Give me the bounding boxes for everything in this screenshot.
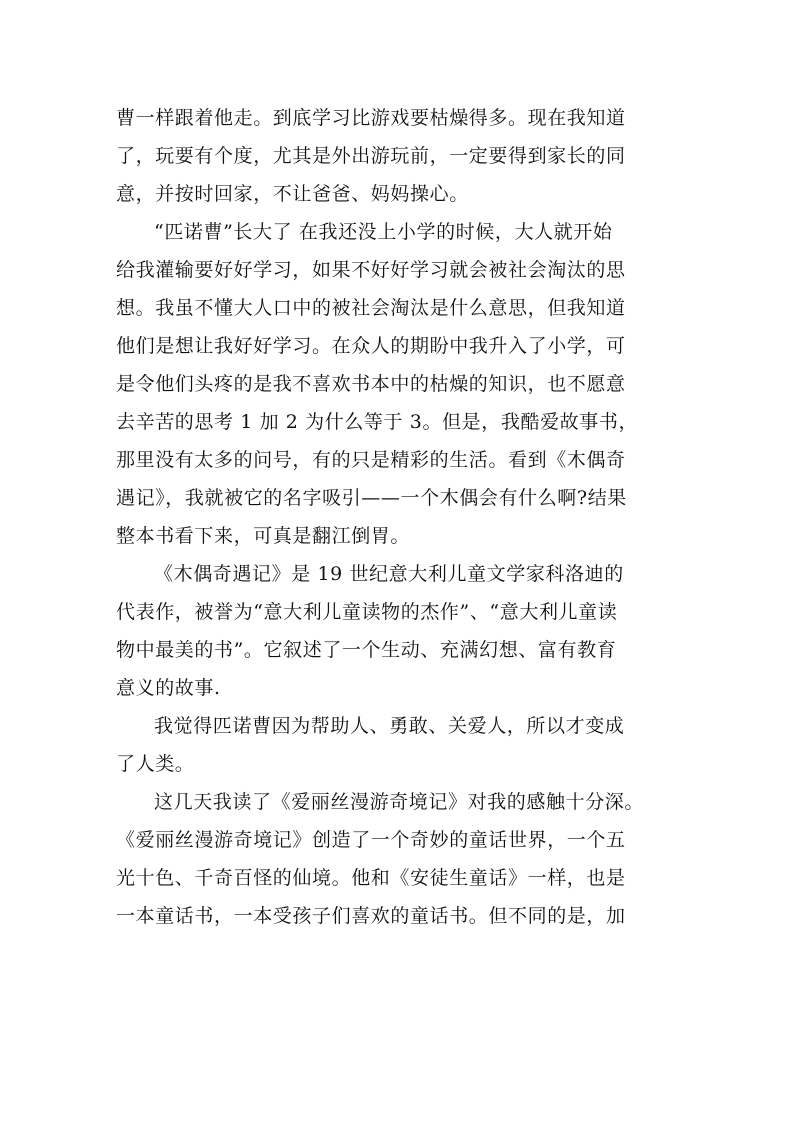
text-line: “匹诺曹”长大了 在我还没上小学的时候，大人就开始 bbox=[154, 221, 613, 243]
paragraph-2 bbox=[116, 213, 678, 555]
text-line: 想。我虽不懂大人口中的被社会淘汰是什么意思，但我知道 bbox=[116, 297, 626, 319]
text-line: 遇记》，我就被它的名字吸引——一个木偶会有什么啊?结果 bbox=[116, 487, 627, 509]
text-line: 一本童话书，一本受孩子们喜欢的童话书。但不同的是，加 bbox=[116, 905, 626, 927]
text-line: 物中最美的书”。它叙述了一个生动、充满幻想、富有教育 bbox=[116, 639, 617, 661]
text-line: 光十色、千奇百怪的仙境。他和《安徒生童话》一样，也是 bbox=[116, 867, 626, 889]
text-line: 意，并按时回家，不让爸爸、妈妈操心。 bbox=[116, 183, 469, 205]
text-line: 这几天我读了《爱丽丝漫游奇境记》对我的感触十分深。 bbox=[154, 791, 645, 813]
text-line: 了人类。 bbox=[116, 753, 195, 775]
text-line: 整本书看下来，可真是翻江倒胃。 bbox=[116, 525, 411, 547]
text-line: 我觉得匹诺曹因为帮助人、勇敢、关爱人，所以才变成 bbox=[154, 715, 625, 737]
document-body bbox=[116, 99, 678, 935]
paragraph-1 bbox=[116, 99, 678, 213]
text-line: 他们是想让我好好学习。在众人的期盼中我升入了小学，可 bbox=[116, 335, 626, 357]
paragraph-4 bbox=[116, 707, 678, 783]
text-line: 《木偶奇遇记》是 19 世纪意大利儿童文学家科洛迪的 bbox=[154, 563, 624, 585]
text-line: 了，玩要有个度，尤其是外出游玩前，一定要得到家长的同 bbox=[116, 145, 626, 167]
text-line: 那里没有太多的问号，有的只是精彩的生活。看到《木偶奇 bbox=[116, 449, 626, 471]
text-line: 《爱丽丝漫游奇境记》创造了一个奇妙的童话世界，一个五 bbox=[116, 829, 626, 851]
text-line: 代表作，被誉为“意大利儿童读物的杰作”、“意大利儿童读 bbox=[116, 601, 618, 623]
text-line: 去辛苦的思考 1 加 2 为什么等于 3。但是，我酷爱故事书， bbox=[116, 411, 639, 433]
text-line: 意义的故事. bbox=[116, 677, 221, 699]
text-line: 是令他们头疼的是我不喜欢书本中的枯燥的知识，也不愿意 bbox=[116, 373, 626, 395]
text-line: 曹一样跟着他走。到底学习比游戏要枯燥得多。现在我知道 bbox=[116, 107, 626, 129]
text-line: 给我灌输要好好学习，如果不好好学习就会被社会淘汰的思 bbox=[116, 259, 626, 281]
paragraph-3 bbox=[116, 555, 678, 707]
paragraph-5 bbox=[116, 783, 678, 935]
